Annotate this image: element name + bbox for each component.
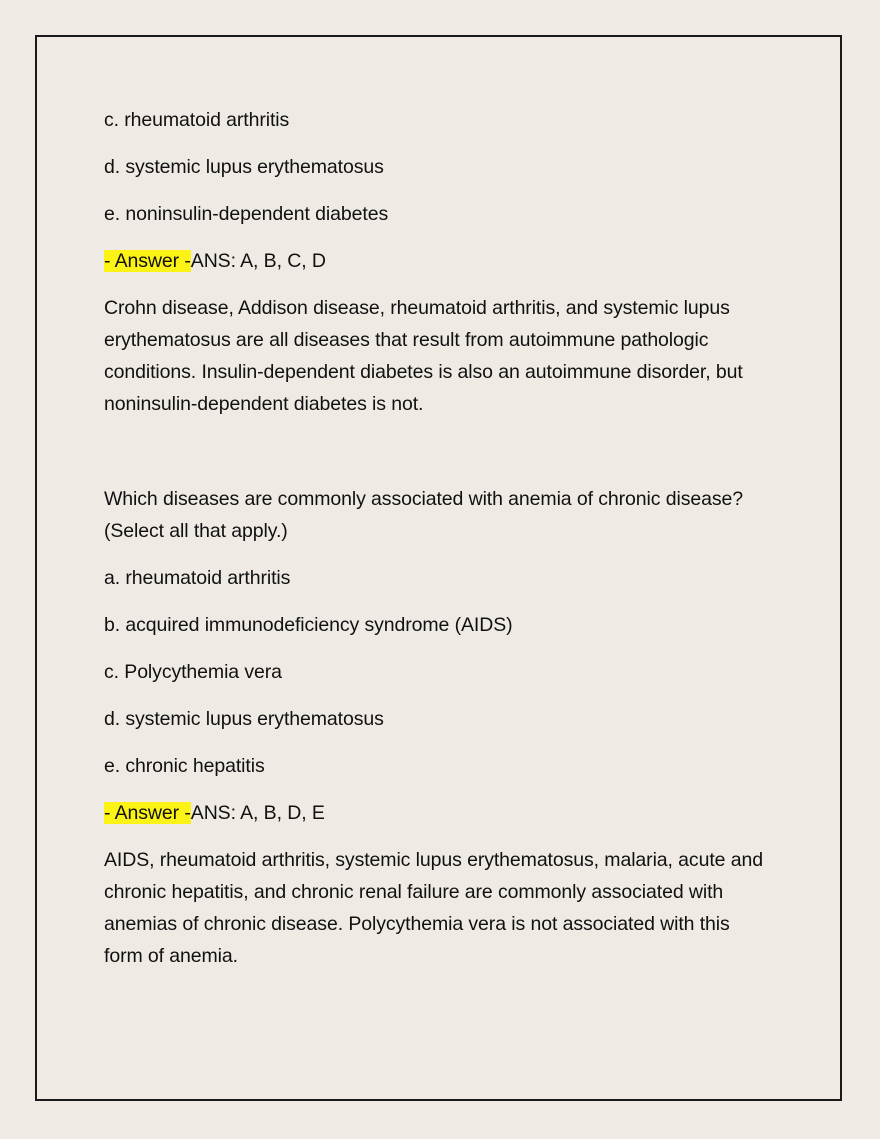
answer-line [104,245,764,277]
option-c: c. Polycythemia vera [104,661,282,683]
answer-text: ANS: A, B, C, D [190,250,326,272]
document-content [104,104,764,987]
answer-marker: - Answer - [104,802,191,824]
option-e: e. chronic hepatitis [104,755,265,777]
answer-text: ANS: A, B, D, E [190,802,325,824]
question-text: Which diseases are commonly associated with anemia of chronic disease? (Select all that apply.) [104,488,743,542]
question-separator [104,435,764,483]
option-d: d. systemic lupus erythematosus [104,156,384,178]
option-e: e. noninsulin-dependent diabetes [104,203,389,225]
question-2 [104,483,764,972]
question-1-continued [104,104,764,420]
explanation: AIDS, rheumatoid arthritis, systemic lupus erythematosus, malaria, acute and chronic hepatitis, and chronic renal failure are commonly associated with anemias of chronic disease. Polycythemia vera is not associated with this form of anemia. [104,849,763,967]
option-c: c. rheumatoid arthritis [104,109,290,131]
answer-marker: - Answer - [104,250,191,272]
answer-line [104,797,764,829]
option-d: d. systemic lupus erythematosus [104,708,384,730]
option-a: a. rheumatoid arthritis [104,567,291,589]
option-b: b. acquired immunodeficiency syndrome (AIDS) [104,614,513,636]
explanation: Crohn disease, Addison disease, rheumatoid arthritis, and systemic lupus erythematosus are all diseases that result from autoimmune pathologic conditions. Insulin-dependent diabetes is also an autoimmune disorder, but noninsulin-dependent diabetes is not. [104,297,743,415]
